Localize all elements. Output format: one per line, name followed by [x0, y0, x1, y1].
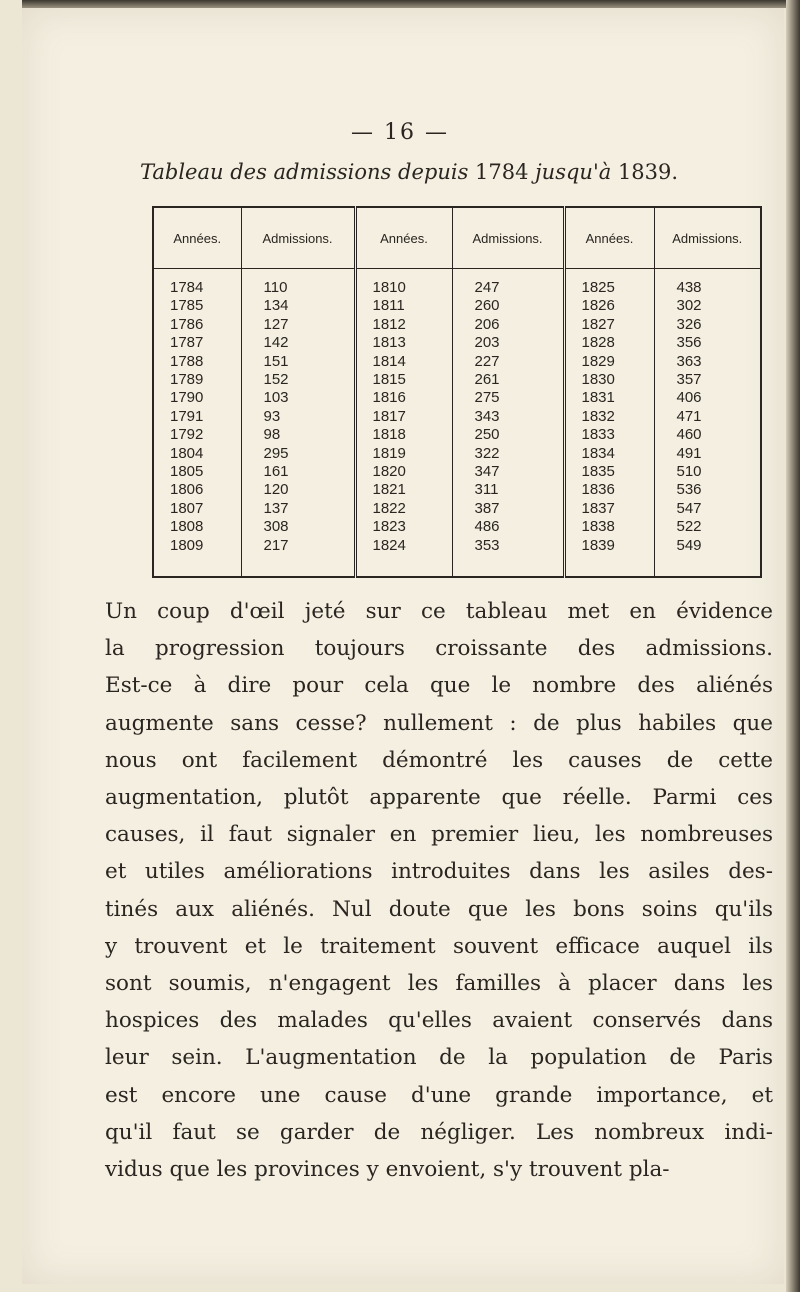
header-years-2: Années.	[355, 207, 452, 269]
admissions-cell: 261	[474, 371, 500, 389]
text-line: qu'il faut se garder de négliger. Les nombreux indi-	[105, 1119, 773, 1145]
year-cell: 1810	[372, 279, 406, 296]
book-top-edge	[22, 0, 800, 8]
text-line: vidus que les provinces y envoient, s'y trouvent pla-	[105, 1157, 670, 1183]
text-line: tinés aux aliénés. Nul doute que les bons soins qu'ils	[105, 896, 773, 922]
year-cell: 1820	[372, 463, 406, 481]
year-cell: 1830	[581, 371, 615, 389]
header-admissions-2: Admissions.	[452, 207, 564, 269]
book-binding-edge	[786, 0, 800, 1292]
year-cell: 1806	[170, 481, 204, 499]
admissions-cell: 98	[263, 426, 281, 444]
header-years-1: Années.	[153, 207, 241, 269]
year-cell: 1809	[170, 536, 204, 554]
year-cell: 1822	[372, 499, 406, 517]
admissions-cell: 217	[263, 536, 289, 554]
text-line: causes, il faut signaler en premier lieu, les nombreuses	[105, 822, 773, 848]
caption-prefix: Tableau des admissions depuis	[140, 160, 469, 184]
year-cell: 1808	[170, 518, 204, 536]
admissions-cell: 250	[474, 426, 500, 444]
year-cell: 1817	[372, 407, 406, 425]
admissions-cell: 522	[676, 518, 702, 536]
admissions-cell: 203	[474, 334, 500, 352]
admissions-cell: 247	[474, 279, 500, 296]
year-cell: 1828	[581, 334, 615, 352]
admissions-cell: 311	[474, 481, 499, 499]
text-line: la progression toujours croissante des admissions.	[105, 636, 773, 662]
text-line: y trouvent et le traitement souvent efficace auquel ils	[105, 933, 773, 959]
admissions-cell: 353	[474, 536, 500, 554]
year-cell: 1807	[170, 499, 204, 517]
year-cell: 1835	[581, 463, 615, 481]
admissions-cell: 547	[676, 499, 702, 517]
admissions-cell: 137	[263, 499, 289, 517]
admissions-cell: 438	[676, 279, 702, 296]
year-cell: 1815	[372, 371, 406, 389]
years-column-3	[564, 269, 654, 578]
year-cell: 1839	[581, 536, 615, 554]
admissions-column-2	[452, 269, 564, 578]
header-admissions-1: Admissions.	[241, 207, 355, 269]
years-column-1	[153, 269, 241, 578]
body-text	[105, 593, 773, 1188]
admissions-cell: 142	[263, 334, 289, 352]
admissions-cell: 302	[676, 297, 702, 315]
admissions-cell: 308	[263, 518, 289, 536]
admissions-cell: 93	[263, 407, 281, 425]
admissions-column-1	[241, 269, 355, 578]
admissions-cell: 406	[676, 389, 702, 407]
year-cell: 1790	[170, 389, 204, 407]
year-cell: 1786	[170, 315, 204, 333]
year-cell: 1825	[581, 279, 615, 296]
year-cell: 1811	[372, 297, 405, 315]
year-cell: 1829	[581, 352, 615, 370]
years-column-2	[355, 269, 452, 578]
year-cell: 1823	[372, 518, 406, 536]
year-cell: 1787	[170, 334, 204, 352]
admissions-cell: 343	[474, 407, 500, 425]
admissions-cell: 460	[676, 426, 702, 444]
year-cell: 1826	[581, 297, 615, 315]
admissions-cell: 206	[474, 315, 500, 333]
admissions-cell: 486	[474, 518, 500, 536]
year-cell: 1789	[170, 371, 204, 389]
year-cell: 1838	[581, 518, 615, 536]
caption-middle: jusqu'à	[535, 160, 612, 184]
year-cell: 1824	[372, 536, 406, 554]
admissions-cell: 347	[474, 463, 500, 481]
admissions-cell: 356	[676, 334, 702, 352]
page-number: — 16 —	[351, 120, 449, 145]
admissions-cell: 549	[676, 536, 702, 554]
text-line: augmentation, plutôt apparente que réelle. Parmi ces	[105, 785, 773, 811]
admissions-cell: 357	[676, 371, 702, 389]
text-line: est encore une cause d'une grande importance, et	[105, 1082, 773, 1108]
year-cell: 1812	[372, 315, 406, 333]
year-cell: 1791	[170, 407, 204, 425]
year-cell: 1816	[372, 389, 406, 407]
text-line: et utiles améliorations introduites dans les asiles des-	[105, 859, 773, 885]
text-line: leur sein. L'augmentation de la population de Paris	[105, 1045, 773, 1071]
admissions-cell: 151	[263, 352, 289, 370]
caption-year-start: 1784	[475, 160, 529, 184]
admissions-column-3	[654, 269, 761, 578]
year-cell: 1831	[581, 389, 615, 407]
year-cell: 1785	[170, 297, 204, 315]
text-line: augmente sans cesse? nullement : de plus habiles que	[105, 710, 773, 736]
year-cell: 1836	[581, 481, 615, 499]
year-cell: 1818	[372, 426, 406, 444]
header-admissions-3: Admissions.	[654, 207, 761, 269]
admissions-cell: 322	[474, 444, 500, 462]
year-cell: 1837	[581, 499, 615, 517]
admissions-cell: 120	[263, 481, 289, 499]
admissions-cell: 363	[676, 352, 702, 370]
year-cell: 1804	[170, 444, 204, 462]
admissions-cell: 260	[474, 297, 500, 315]
text-line: nous ont facilement démontré les causes de cette	[105, 747, 773, 773]
table-caption	[140, 160, 760, 184]
year-cell: 1805	[170, 463, 204, 481]
year-cell: 1832	[581, 407, 615, 425]
admissions-table	[152, 206, 762, 578]
admissions-cell: 227	[474, 352, 500, 370]
admissions-cell: 491	[676, 444, 702, 462]
admissions-cell: 275	[474, 389, 500, 407]
admissions-cell: 326	[676, 315, 702, 333]
admissions-cell: 536	[676, 481, 702, 499]
admissions-cell: 110	[263, 279, 288, 296]
year-cell: 1788	[170, 352, 204, 370]
header-years-3: Années.	[564, 207, 654, 269]
text-line: sont soumis, n'engagent les familles à placer dans les	[105, 971, 773, 997]
admissions-cell: 161	[263, 463, 289, 481]
year-cell: 1784	[170, 279, 204, 296]
table-header-row	[153, 207, 761, 269]
year-cell: 1827	[581, 315, 615, 333]
table-body-row	[153, 269, 761, 578]
text-line: hospices des malades qu'elles avaient conservés dans	[105, 1008, 773, 1034]
text-line: Un coup d'œil jeté sur ce tableau met en évidence	[105, 599, 773, 624]
admissions-cell: 134	[263, 297, 289, 315]
admissions-cell: 127	[263, 315, 289, 333]
admissions-cell: 152	[263, 371, 289, 389]
year-cell: 1813	[372, 334, 406, 352]
year-cell: 1814	[372, 352, 406, 370]
admissions-cell: 295	[263, 444, 289, 462]
admissions-cell: 510	[676, 463, 702, 481]
admissions-cell: 471	[676, 407, 702, 425]
admissions-cell: 387	[474, 499, 500, 517]
year-cell: 1833	[581, 426, 615, 444]
year-cell: 1821	[372, 481, 406, 499]
text-line: Est-ce à dire pour cela que le nombre des aliénés	[105, 673, 773, 699]
year-cell: 1819	[372, 444, 406, 462]
admissions-cell: 103	[263, 389, 289, 407]
year-cell: 1792	[170, 426, 204, 444]
year-cell: 1834	[581, 444, 615, 462]
caption-year-end: 1839.	[617, 160, 679, 184]
